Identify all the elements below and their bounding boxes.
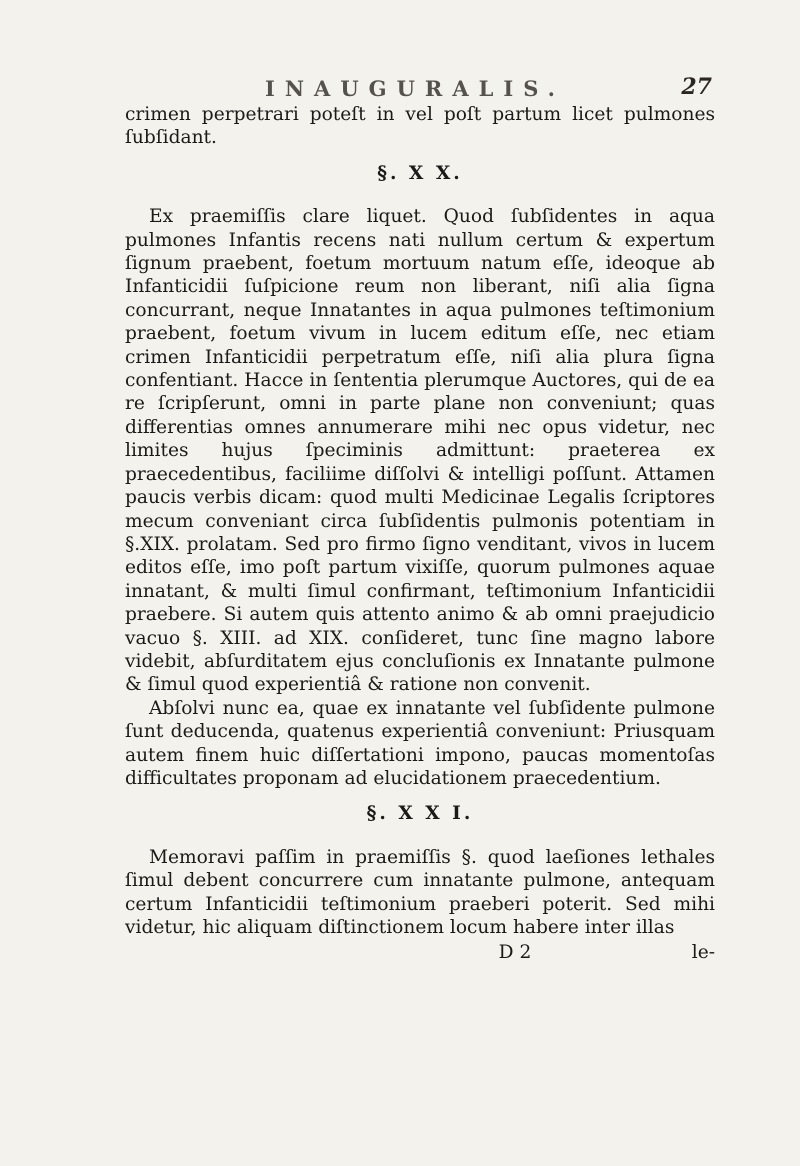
running-head: INAUGURALIS. (265, 76, 565, 101)
catchword: le- (691, 942, 715, 964)
body-text (125, 103, 715, 965)
signature-mark: D 2 (498, 942, 532, 964)
paragraph-continued: crimen perpetrari poteſt in vel poſt partum licet pulmones ſubſidant. (125, 104, 715, 149)
section-heading-xxi: §. X X I. (366, 803, 474, 825)
paragraph-section-xxi: Memoravi paſſim in praemiſſis §. quod laeſiones lethales ſimul debent concurrere cum innatante pulmone, antequam certum Infanticidii teſtimonium praeberi poterit. Sed mihi videtur, hic aliquam diſtinctionem locum habere inter illas (125, 846, 715, 938)
paragraph-absolvi: Abſolvi nunc ea, quae ex innatante vel ſubſidente pulmone ſunt deducenda, quatenus experientiâ conveniunt: Priusquam autem finem huic diſſertationi impono, paucas momentoſas difficultates proponam ad elucidationem praecedentium. (125, 697, 715, 789)
section-heading-xx: §. X X. (377, 162, 463, 184)
page-footer (125, 941, 715, 964)
page-number: 27 (681, 74, 712, 100)
paragraph-section-xx: Ex praemiſſis clare liquet. Quod ſubſidentes in aqua pulmones Infantis recens nati nullum certum & expertum ſignum praebent, foetum mortuum natum eſſe, ideoque ab Infanticidii ſuſpicione reum non liberant, niſi alia ſigna concurrant, neque Innatantes in aqua pulmones teſtimonium praebent, foetum vivum in lucem editum eſſe, nec etiam crimen Infanticidii perpetratum eſſe, niſi alia plura ſigna confentiant. Hacce in ſententia plerumque Auctores, qui de ea re ſcripſerunt, omni in parte plane non conveniunt; quas differentias omnes annumerare mihi nec opus videtur, nec limites hujus ſpeciminis admittunt: praeterea ex praecedentibus, faciliime diſſolvi & intelligi poſſunt. Attamen paucis verbis dicam: quod multi Medicinae Legalis ſcriptores mecum conveniant circa ſubſidentis pulmonis potentiam in §.XIX. prolatam. Sed pro firmo ſigno venditant, vivos in lucem editos eſſe, imo poſt partum vixiſſe, quorum pulmones aquae innatant, & multi ſimul confirmant, teſtimonium Infanticidii praebere. Si autem quis attento animo & ab omni praejudicio vacuo §. XIII. ad XIX. conſideret, tunc ſine magno labore videbit, abſurditatem ejus concluſionis ex Innatante pulmone & ſimul quod experientiâ & ratione non convenit. (125, 206, 715, 696)
